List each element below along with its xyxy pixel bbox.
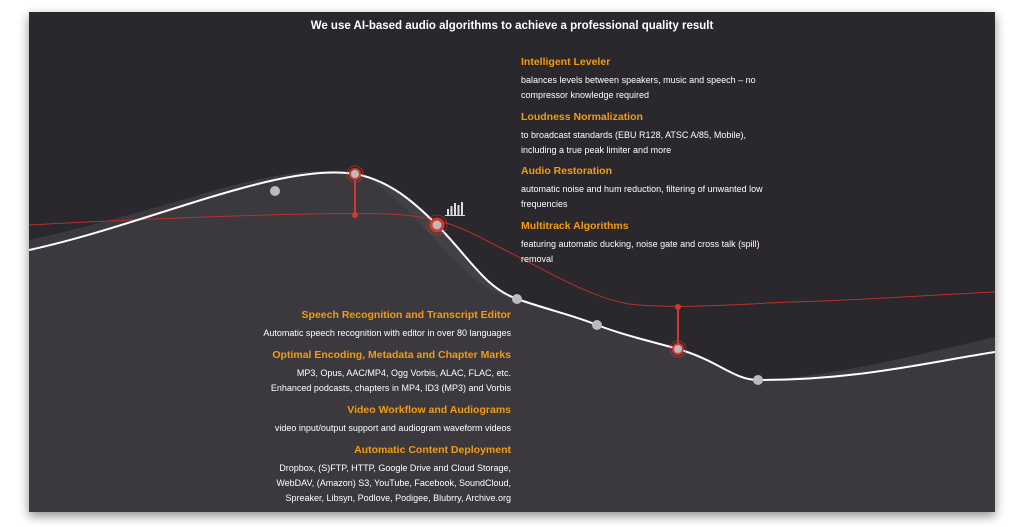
feature-line: automatic noise and hum reduction, filtering of unwanted low xyxy=(521,184,763,194)
feature-optimal-encoding xyxy=(211,349,511,396)
feature-intelligent-leveler xyxy=(521,56,811,103)
feature-line: Spreaker, Libsyn, Podlove, Podigee, Blubrry, Archive.org xyxy=(285,493,511,503)
feature-line: removal xyxy=(521,254,554,264)
curve-point xyxy=(592,320,602,330)
feature-content-deployment xyxy=(211,444,511,506)
feature-title: Optimal Encoding, Metadata and Chapter Marks xyxy=(272,349,511,361)
curve-point xyxy=(512,294,522,304)
feature-line: to broadcast standards (EBU R128, ATSC A/85, Mobile), xyxy=(521,130,746,140)
feature-title: Multitrack Algorithms xyxy=(521,220,629,232)
feature-panel xyxy=(29,12,995,512)
highlight-point xyxy=(431,219,443,231)
bar-chart-icon xyxy=(445,202,465,216)
feature-title: Audio Restoration xyxy=(521,165,612,177)
feature-loudness-normalization xyxy=(521,111,811,158)
feature-video-workflow xyxy=(211,404,511,436)
feature-line: WebDAV, (Amazon) S3, YouTube, Facebook, SoundCloud, xyxy=(276,478,511,488)
curve-fill-area xyxy=(29,171,995,512)
waveform-illustration xyxy=(29,12,995,512)
feature-multitrack-algorithms xyxy=(521,220,811,267)
feature-line: featuring automatic ducking, noise gate and cross talk (spill) xyxy=(521,239,760,249)
feature-title: Video Workflow and Audiograms xyxy=(347,404,511,416)
feature-line: MP3, Opus, AAC/MP4, Ogg Vorbis, ALAC, FLAC, etc. xyxy=(296,368,511,378)
feature-line: Dropbox, (S)FTP, HTTP, Google Drive and Cloud Storage, xyxy=(279,463,511,473)
feature-line: compressor knowledge required xyxy=(521,90,650,100)
feature-speech-recognition xyxy=(211,309,511,341)
feature-title: Speech Recognition and Transcript Editor xyxy=(301,309,511,321)
feature-audio-restoration xyxy=(521,165,811,212)
feature-title: Intelligent Leveler xyxy=(521,56,611,68)
marker-dot-1 xyxy=(352,212,358,218)
page-heading: We use AI-based audio algorithms to achieve a professional quality result xyxy=(310,20,714,32)
feature-line: frequencies xyxy=(521,199,568,209)
highlight-point xyxy=(673,344,683,354)
feature-title: Automatic Content Deployment xyxy=(354,444,511,456)
feature-line: Enhanced podcasts, chapters in MP4, ID3 (MP3) and Vorbis xyxy=(270,383,511,393)
highlight-point xyxy=(350,169,360,179)
feature-line: including a true peak limiter and more xyxy=(521,145,672,155)
curve-point xyxy=(270,186,280,196)
marker-dot-2 xyxy=(675,304,681,310)
feature-line: video input/output support and audiogram waveform videos xyxy=(274,423,511,433)
curve-point xyxy=(753,375,763,385)
feature-line: balances levels between speakers, music and speech – no xyxy=(521,75,756,85)
feature-line: Automatic speech recognition with editor in over 80 languages xyxy=(263,328,511,338)
feature-title: Loudness Normalization xyxy=(521,111,643,123)
